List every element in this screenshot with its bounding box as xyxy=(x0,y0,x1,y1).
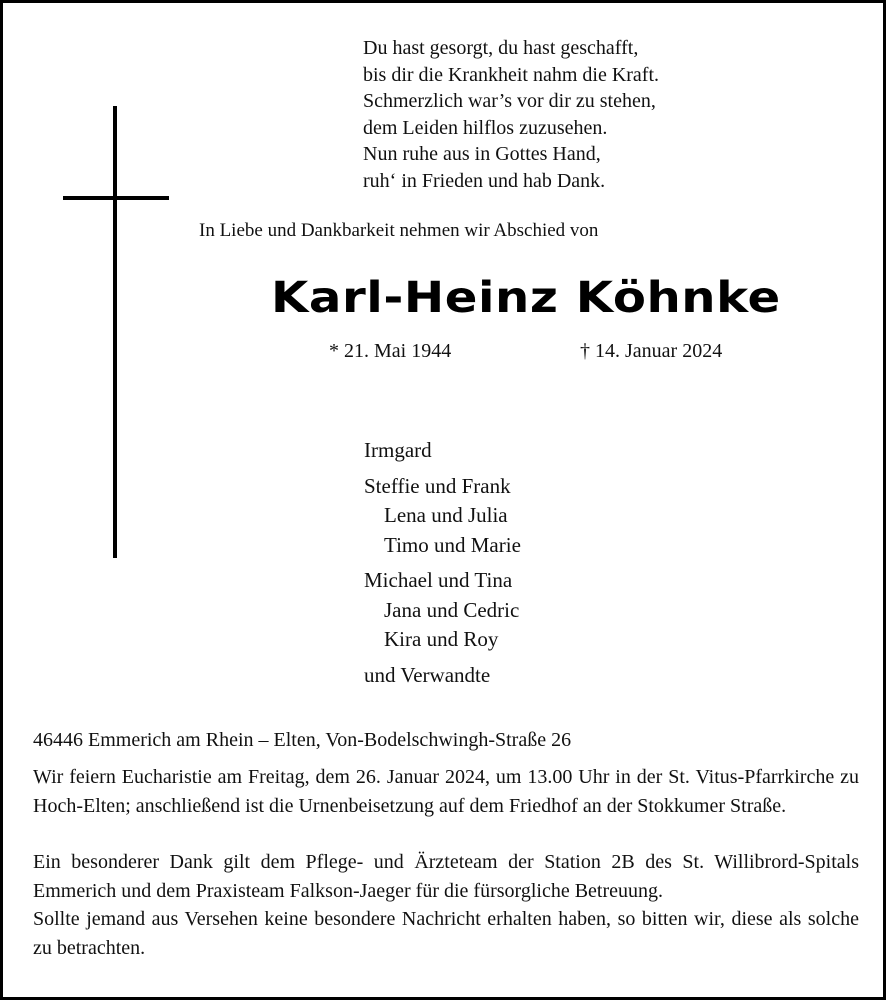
deceased-name: Karl-Heinz Köhnke xyxy=(271,273,781,323)
poem-line: Nun ruhe aus in Gottes Hand, xyxy=(363,143,601,165)
mourner-grandchildren: Timo und Marie xyxy=(384,532,521,557)
mourner-family: Steffie und Frank xyxy=(364,473,511,498)
poem-line: bis dir die Krankheit nahm die Kraft. xyxy=(363,63,660,86)
mourners-list xyxy=(364,436,521,690)
birth-date: * 21. Mai 1944 xyxy=(329,340,452,362)
mourner-grandchildren: Jana und Cedric xyxy=(384,597,520,622)
poem-line: dem Leiden hilflos zuzusehen. xyxy=(363,116,608,139)
farewell-intro: In Liebe und Dankbarkeit nehmen wir Abschied von xyxy=(199,220,599,241)
poem-line: Du hast gesorgt, du hast geschafft, xyxy=(363,37,639,59)
cross-icon-bar xyxy=(63,196,169,200)
poem-line: Schmerzlich war’s vor dir zu stehen, xyxy=(363,90,656,112)
service-info: Wir feiern Eucharistie am Freitag, dem 26. Januar 2024, um 13.00 Uhr in der St. Vitus-Pfarrkirche zu Hoch-Elten; anschließend ist die Urnenbeisetzung auf dem Friedhof an der Stokkumer Straße. xyxy=(33,766,859,817)
mourner-relatives: und Verwandte xyxy=(364,662,491,687)
poem-line: ruh‘ in Frieden und hab Dank. xyxy=(363,169,606,192)
thanks-note: Ein besonderer Dank gilt dem Pflege- und Ärzteteam der Station 2B des St. Willibrord-Spitals Emmerich und dem Praxisteam Falkson-Jaeger für die fürsorgliche Betreuung. xyxy=(33,851,859,902)
mourner-grandchildren: Kira und Roy xyxy=(384,627,499,651)
address: 46446 Emmerich am Rhein – Elten, Von-Bodelschwingh-Straße 26 xyxy=(33,729,572,751)
poem xyxy=(363,35,659,194)
mourner-grandchildren: Lena und Julia xyxy=(384,503,508,527)
death-date: † 14. Januar 2024 xyxy=(580,340,723,362)
cross-icon xyxy=(113,106,117,558)
mourner-family: Michael und Tina xyxy=(364,568,513,592)
notice-note: Sollte jemand aus Versehen keine besondere Nachricht erhalten haben, so bitten wir, diese als solche zu betrachten. xyxy=(33,908,859,959)
mourner-spouse: Irmgard xyxy=(364,438,432,462)
